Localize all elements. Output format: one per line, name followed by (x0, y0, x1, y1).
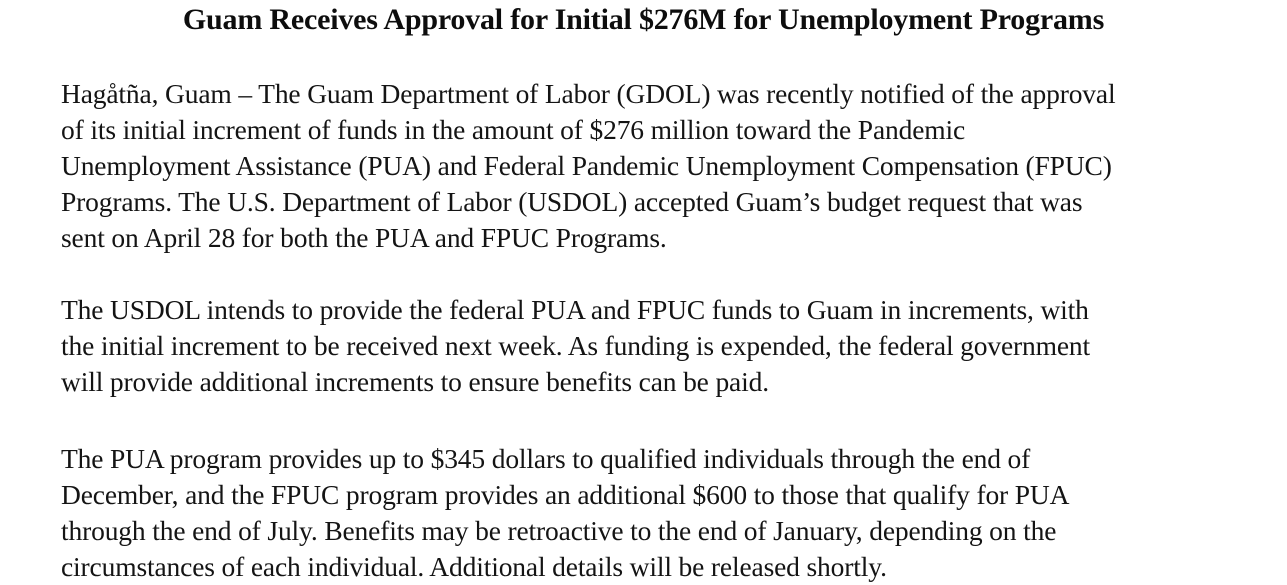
paragraph-line: through the end of July. Benefits may be retroactive to the end of January, depending on the (61, 515, 1057, 546)
paragraph-line: Hagåtña, Guam – The Guam Department of Labor (GDOL) was recently notified of the approval (61, 78, 1116, 109)
paragraph-line: The USDOL intends to provide the federal PUA and FPUC funds to Guam in increments, with (61, 294, 1089, 325)
paragraph-line: the initial increment to be received next week. As funding is expended, the federal government (61, 330, 1091, 361)
paragraph-line: The PUA program provides up to $345 dollars to qualified individuals through the end of (61, 443, 1031, 474)
paragraph-approval-announcement (61, 76, 1115, 256)
paragraph-line: Programs. The U.S. Department of Labor (USDOL) accepted Guam’s budget request that was (61, 186, 1083, 217)
paragraph-line: sent on April 28 for both the PUA and FPUC Programs. (61, 222, 667, 253)
paragraph-funding-increments (61, 292, 1090, 400)
paragraph-line: Unemployment Assistance (PUA) and Federal Pandemic Unemployment Compensation (FPUC) (61, 150, 1112, 181)
paragraph-line: will provide additional increments to ensure benefits can be paid. (61, 366, 769, 397)
document-title: Guam Receives Approval for Initial $276M for Unemployment Programs (182, 3, 1105, 36)
paragraph-line: of its initial increment of funds in the amount of $276 million toward the Pandemic (61, 114, 966, 145)
paragraph-line: circumstances of each individual. Additional details will be released shortly. (61, 551, 887, 582)
paragraph-program-benefits (61, 441, 1069, 585)
paragraph-line: December, and the FPUC program provides an additional $600 to those that qualify for PUA (61, 479, 1070, 510)
